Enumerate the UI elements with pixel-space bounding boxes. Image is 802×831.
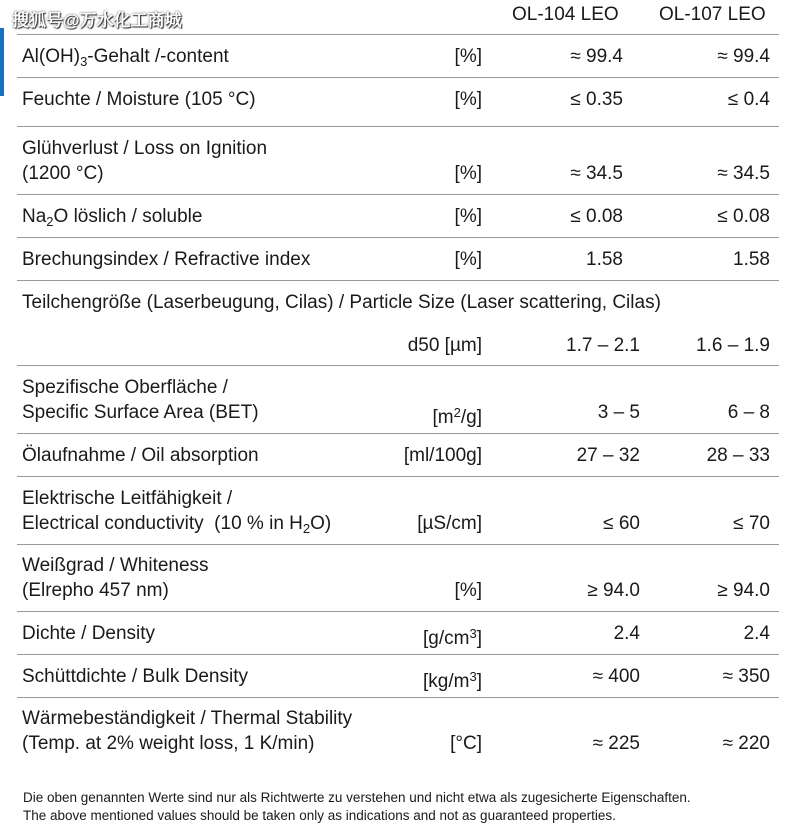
value-ol-104: ≥ 94.0 [587, 580, 640, 601]
value-ol-104: ≤ 0.35 [570, 89, 623, 110]
divider [17, 237, 779, 238]
unit-text: [g/cm [423, 628, 470, 649]
column-header-ol-107: OL-107 LEO [659, 4, 766, 25]
unit-superscript: 2 [453, 405, 461, 420]
unit-text: [m [432, 407, 454, 428]
row-unit: [%] [454, 46, 482, 67]
value-ol-104: 2.4 [613, 623, 640, 644]
unit-superscript: 3 [469, 669, 477, 684]
divider [17, 544, 779, 545]
value-ol-107: ≈ 350 [722, 666, 770, 687]
row-unit: [%] [454, 249, 482, 270]
row-unit: [µS/cm] [417, 513, 482, 534]
divider [17, 611, 779, 612]
divider [17, 126, 779, 127]
label-text: Electrical conductivity (10 % in H [22, 513, 303, 534]
value-ol-107: ≤ 0.4 [727, 89, 770, 110]
row-unit: [%] [454, 580, 482, 601]
row-unit [423, 621, 482, 651]
divider [17, 476, 779, 477]
footnote-english: The above mentioned values should be taken only as indications and not as guaranteed properties. [23, 808, 616, 823]
unit-text: [kg/m [423, 671, 470, 692]
row-label: Brechungsindex / Refractive index [22, 249, 311, 270]
row-unit: [°C] [450, 733, 482, 754]
row-label-line1: Wärmebeständigkeit / Thermal Stability [22, 708, 353, 729]
value-ol-107: ≈ 34.5 [717, 163, 770, 184]
value-ol-107: ≈ 220 [722, 733, 770, 754]
row-label: Dichte / Density [22, 623, 156, 644]
row-unit: [%] [454, 89, 482, 110]
row-unit [423, 664, 482, 694]
unit-text: /g] [460, 407, 482, 428]
row-label-line2: (1200 °C) [22, 163, 104, 184]
row-label [22, 204, 202, 234]
label-text: Al(OH) [22, 46, 81, 67]
value-ol-107: 1.6 – 1.9 [696, 335, 770, 356]
value-ol-107: ≤ 70 [733, 513, 770, 534]
divider [17, 280, 779, 281]
divider [17, 194, 779, 195]
row-unit: [%] [454, 206, 482, 227]
row-label [22, 44, 229, 74]
accent-bar [0, 28, 4, 96]
value-ol-104: 27 – 32 [576, 445, 640, 466]
row-label-line2: Specific Surface Area (BET) [22, 402, 259, 423]
value-ol-104: ≈ 34.5 [570, 163, 623, 184]
unit-text: ] [476, 628, 482, 649]
value-ol-107: 1.58 [733, 249, 770, 270]
row-label-line2 [22, 511, 331, 541]
value-ol-104: ≈ 225 [592, 733, 640, 754]
label-text: O) [310, 513, 332, 534]
value-ol-104: ≈ 400 [592, 666, 640, 687]
divider [17, 654, 779, 655]
unit-text: ] [476, 671, 482, 692]
label-text: Na [22, 206, 47, 227]
value-ol-104: 1.7 – 2.1 [566, 335, 640, 356]
unit-superscript: 3 [469, 626, 477, 641]
value-ol-104: 3 – 5 [597, 402, 640, 423]
divider [17, 697, 779, 698]
row-label-line1: Glühverlust / Loss on Ignition [22, 138, 268, 159]
row-label-line2: (Elrepho 457 nm) [22, 580, 169, 601]
divider [17, 77, 779, 78]
value-ol-107: 6 – 8 [727, 402, 770, 423]
watermark: 搜狐号@万水化工商城 [12, 11, 182, 30]
row-unit: [%] [454, 163, 482, 184]
row-label-line1: Spezifische Oberfläche / [22, 377, 228, 398]
row-label-line2: (Temp. at 2% weight loss, 1 K/min) [22, 733, 315, 754]
row-label-line1: Elektrische Leitfähigkeit / [22, 488, 233, 509]
value-ol-107: ≤ 0.08 [717, 206, 770, 227]
value-ol-104: ≈ 99.4 [570, 46, 623, 67]
value-ol-107: 2.4 [743, 623, 770, 644]
footnote-german: Die oben genannten Werte sind nur als Richtwerte zu verstehen und nicht etwa als zugesicherte Eigenschaften. [23, 790, 691, 805]
row-unit: [ml/100g] [403, 445, 482, 466]
value-ol-107: 28 – 33 [706, 445, 770, 466]
row-label: Ölaufnahme / Oil absorption [22, 445, 259, 466]
label-subscript: 3 [80, 54, 88, 69]
divider [17, 34, 779, 35]
row-unit: d50 [µm] [407, 335, 482, 356]
value-ol-107: ≥ 94.0 [717, 580, 770, 601]
divider [17, 433, 779, 434]
row-label: Schüttdichte / Bulk Density [22, 666, 248, 687]
value-ol-107: ≈ 99.4 [717, 46, 770, 67]
divider [17, 365, 779, 366]
label-text: -Gehalt /-content [87, 46, 229, 67]
column-header-ol-104: OL-104 LEO [512, 4, 619, 25]
row-unit [433, 400, 482, 430]
value-ol-104: 1.58 [586, 249, 623, 270]
label-text: O löslich / soluble [53, 206, 203, 227]
value-ol-104: ≤ 60 [603, 513, 640, 534]
section-heading: Teilchengröße (Laserbeugung, Cilas) / Particle Size (Laser scattering, Cilas) [22, 292, 661, 313]
label-subscript: 2 [46, 214, 54, 229]
row-label-line1: Weißgrad / Whiteness [22, 555, 209, 576]
label-subscript: 2 [302, 521, 311, 536]
value-ol-104: ≤ 0.08 [570, 206, 623, 227]
row-label: Feuchte / Moisture (105 °C) [22, 89, 256, 110]
